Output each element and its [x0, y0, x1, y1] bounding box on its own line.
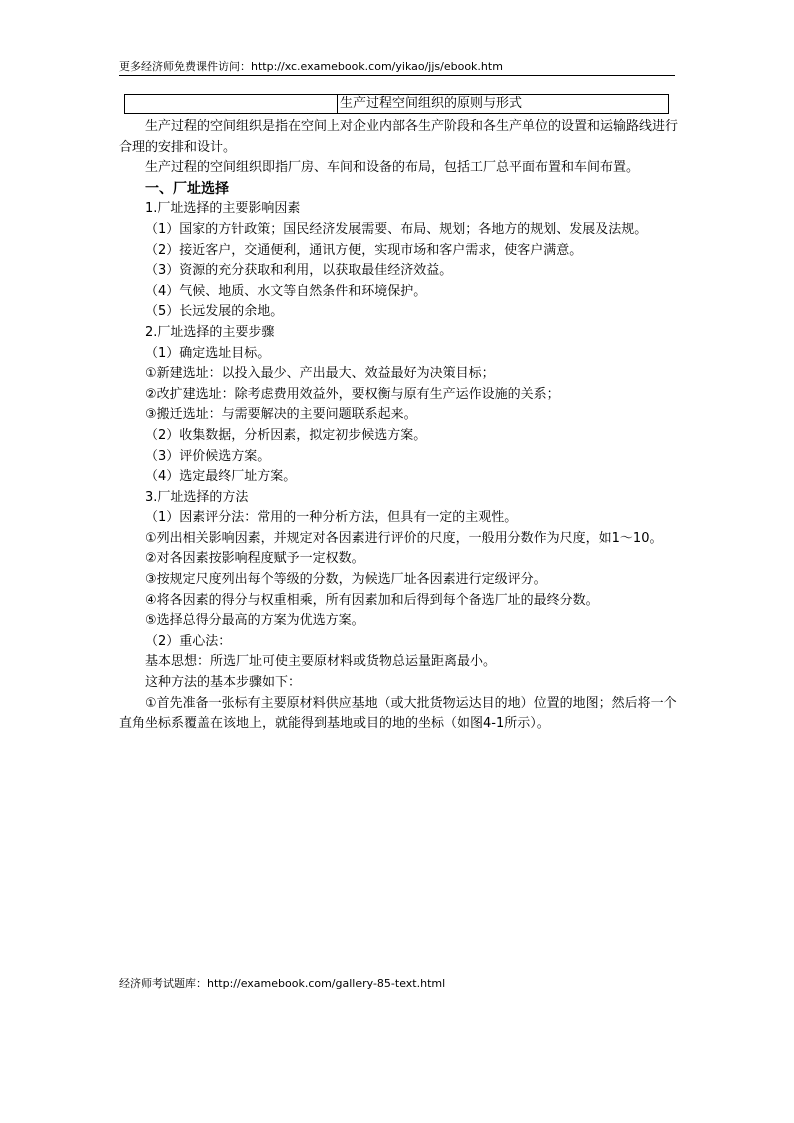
- section-title: 生产过程空间组织的原则与形式: [338, 95, 669, 114]
- subheading-steps: 2.厂址选择的主要步骤: [145, 324, 275, 340]
- title-table-empty-cell: [125, 95, 338, 114]
- list-item: （3）评价候选方案。: [145, 448, 271, 464]
- list-item: ①列出相关影响因素，并规定对各因素进行评价的尺度，一般用分数作为尺度，如1～10。: [145, 530, 663, 546]
- paragraph-intro: 生产过程的空间组织是指在空间上对企业内部各生产阶段和各生产单位的设置和运输路线进行合理的安排和设计。: [119, 119, 679, 155]
- paragraph-layout: 生产过程的空间组织即指厂房、车间和设备的布局，包括工厂总平面布置和车间布置。: [145, 160, 640, 176]
- list-item: （1）因素评分法：常用的一种分析方法，但具有一定的主观性。: [145, 510, 518, 526]
- subheading-methods: 3.厂址选择的方法: [145, 489, 249, 505]
- document-body: [119, 117, 679, 735]
- list-item: ③搬迁选址：与需要解决的主要问题联系起来。: [145, 407, 417, 423]
- title-table: [124, 94, 669, 114]
- list-item: 基本思想：所选厂址可使主要原材料或货物总运量距离最小。: [145, 654, 497, 670]
- list-item: （4）气候、地质、水文等自然条件和环境保护。: [145, 283, 427, 299]
- page-footer: 经济师考试题库：http://examebook.com/gallery-85-text.html: [119, 977, 446, 990]
- list-item: （5）长远发展的余地。: [145, 304, 284, 320]
- list-item: ②对各因素按影响程度赋予一定权数。: [145, 551, 365, 567]
- list-item: （4）选定最终厂址方案。: [145, 469, 297, 485]
- list-item: 这种方法的基本步骤如下：: [145, 675, 302, 691]
- list-item: （1）国家的方针政策；国民经济发展需要、布局、规划；各地方的规划、发展及法规。: [145, 221, 648, 237]
- list-item: （2）接近客户，交通便利，通讯方便，实现市场和客户需求，使客户满意。: [145, 242, 583, 258]
- list-item: ①首先准备一张标有主要原材料供应基地（或大批货物运达目的地）位置的地图；然后将一个直角坐标系覆盖在该地上，就能得到基地或目的地的坐标（如图4-1所示）。: [119, 695, 677, 732]
- list-item: （2）收集数据，分析因素，拟定初步候选方案。: [145, 427, 427, 443]
- list-item: ⑤选择总得分最高的方案为优选方案。: [145, 613, 365, 629]
- list-item: ①新建选址：以投入最少、产出最大、效益最好为决策目标；: [145, 366, 495, 382]
- list-item: ④将各因素的得分与权重相乘，所有因素加和后得到每个备选厂址的最终分数。: [145, 592, 599, 608]
- heading-site-selection: 一、厂址选择: [145, 180, 229, 197]
- subheading-factors: 1.厂址选择的主要影响因素: [145, 201, 301, 217]
- list-item: ③按规定尺度列出每个等级的分数，为候选厂址各因素进行定级评分。: [145, 572, 547, 588]
- list-item: ②改扩建选址：除考虑费用效益外，要权衡与原有生产运作设施的关系；: [145, 386, 560, 402]
- list-item: （2）重心法：: [145, 633, 232, 649]
- list-item: （3）资源的充分获取和利用，以获取最佳经济效益。: [145, 263, 453, 279]
- page-header: 更多经济师免费课件访问：http://xc.examebook.com/yikao/jjs/ebook.htm: [119, 60, 675, 76]
- list-item: （1）确定选址目标。: [145, 345, 271, 361]
